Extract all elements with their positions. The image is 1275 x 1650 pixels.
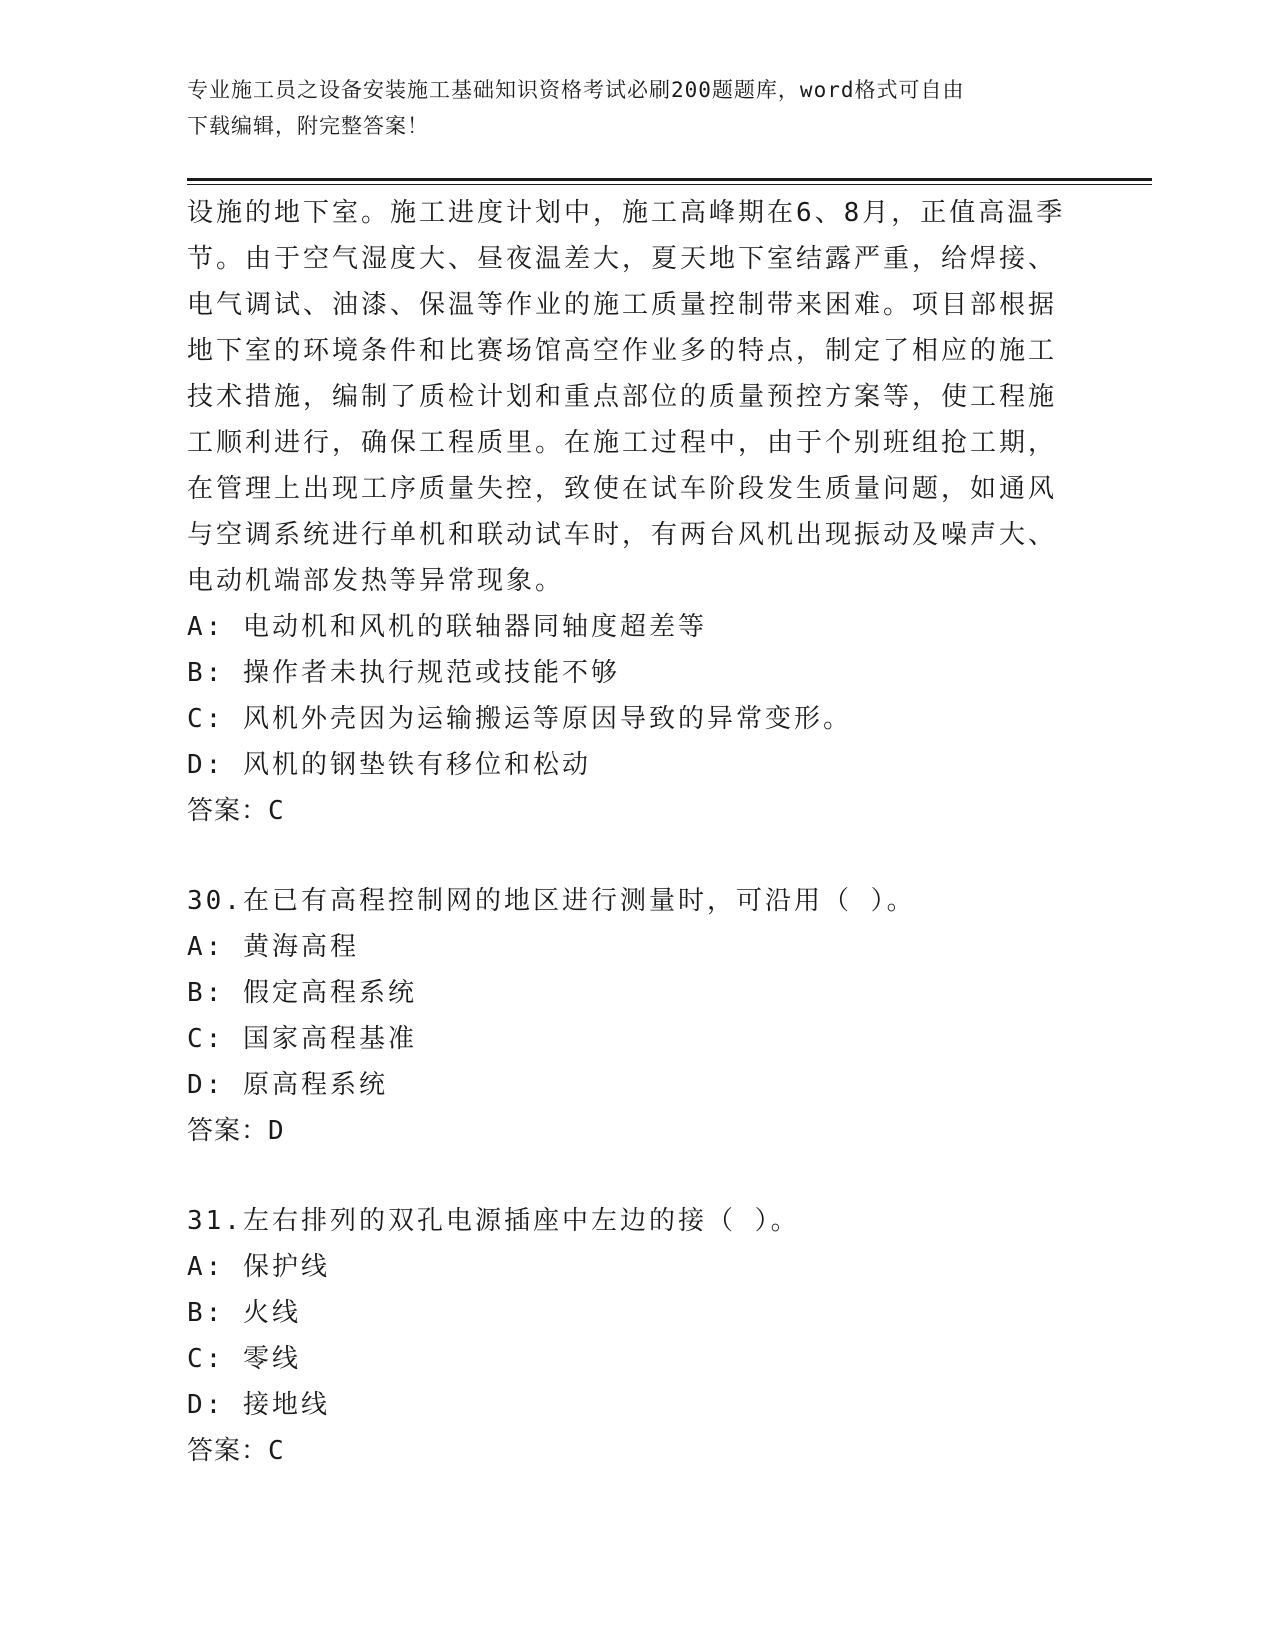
option-b: B: 假定高程系统 — [187, 978, 417, 1008]
answer-label: 答案： — [187, 1436, 269, 1466]
option-d: D: 接地线 — [187, 1390, 330, 1420]
option-d: D: 风机的钢垫铁有移位和松动 — [187, 750, 591, 780]
answer-line — [187, 1108, 1147, 1154]
question-text-line: 节。由于空气湿度大、昼夜温差大，夏天地下室结露严重，给焊接、 — [187, 244, 1058, 274]
option-a: A: 黄海高程 — [187, 932, 359, 962]
option-a: A: 电动机和风机的联轴器同轴度超差等 — [187, 612, 707, 642]
answer-line — [187, 788, 1147, 834]
answer-value: D — [268, 1116, 285, 1146]
option-b: B: 操作者未执行规范或技能不够 — [187, 658, 620, 688]
option-a: A: 保护线 — [187, 1252, 330, 1282]
answer-label: 答案： — [187, 1116, 269, 1146]
question-text-line: 设施的地下室。施工进度计划中，施工高峰期在6、8月，正值高温季 — [187, 198, 1066, 228]
question-text-line: 电气调试、油漆、保温等作业的施工质量控制带来困难。项目部根据 — [187, 290, 1058, 320]
question-gap — [187, 834, 1147, 878]
question-text-line: 在管理上出现工序质量失控，致使在试车阶段发生质量问题，如通风 — [187, 474, 1058, 504]
question-text-line: 工顺利进行，确保工程质里。在施工过程中，由于个别班组抢工期， — [187, 428, 1058, 458]
header-line-2: 下载编辑，附完整答案！ — [187, 114, 429, 138]
question-text: 30.在已有高程控制网的地区进行测量时，可沿用（ ）。 — [187, 886, 916, 916]
answer-value: C — [268, 1436, 285, 1466]
option-b: B: 火线 — [187, 1298, 301, 1328]
question-text-line: 地下室的环境条件和比赛场馆高空作业多的特点，制定了相应的施工 — [187, 336, 1058, 366]
question-30 — [187, 878, 1147, 1154]
header-rule-thick — [187, 178, 1152, 181]
question-31 — [187, 1198, 1147, 1474]
header-rule-thin — [187, 184, 1152, 185]
page-header — [187, 72, 1067, 144]
question-text-line: 与空调系统进行单机和联动试车时，有两台风机出现振动及噪声大、 — [187, 520, 1058, 550]
answer-value: C — [268, 796, 285, 826]
option-c: C: 风机外壳因为运输搬运等原因导致的异常变形。 — [187, 704, 852, 734]
question-text-line: 电动机端部发热等异常现象。 — [187, 566, 565, 596]
answer-line — [187, 1428, 1147, 1474]
question-gap — [187, 1154, 1147, 1198]
option-c: C: 国家高程基准 — [187, 1024, 417, 1054]
answer-label: 答案： — [187, 796, 269, 826]
option-d: D: 原高程系统 — [187, 1070, 388, 1100]
question-text: 31.左右排列的双孔电源插座中左边的接（ ）。 — [187, 1206, 800, 1236]
header-line-1: 专业施工员之设备安装施工基础知识资格考试必刷200题题库，word格式可自由 — [187, 78, 965, 102]
option-c: C: 零线 — [187, 1344, 301, 1374]
question-text-line: 技术措施，编制了质检计划和重点部位的质量预控方案等，使工程施 — [187, 382, 1058, 412]
question-29 — [187, 190, 1147, 834]
document-body — [187, 190, 1147, 1474]
